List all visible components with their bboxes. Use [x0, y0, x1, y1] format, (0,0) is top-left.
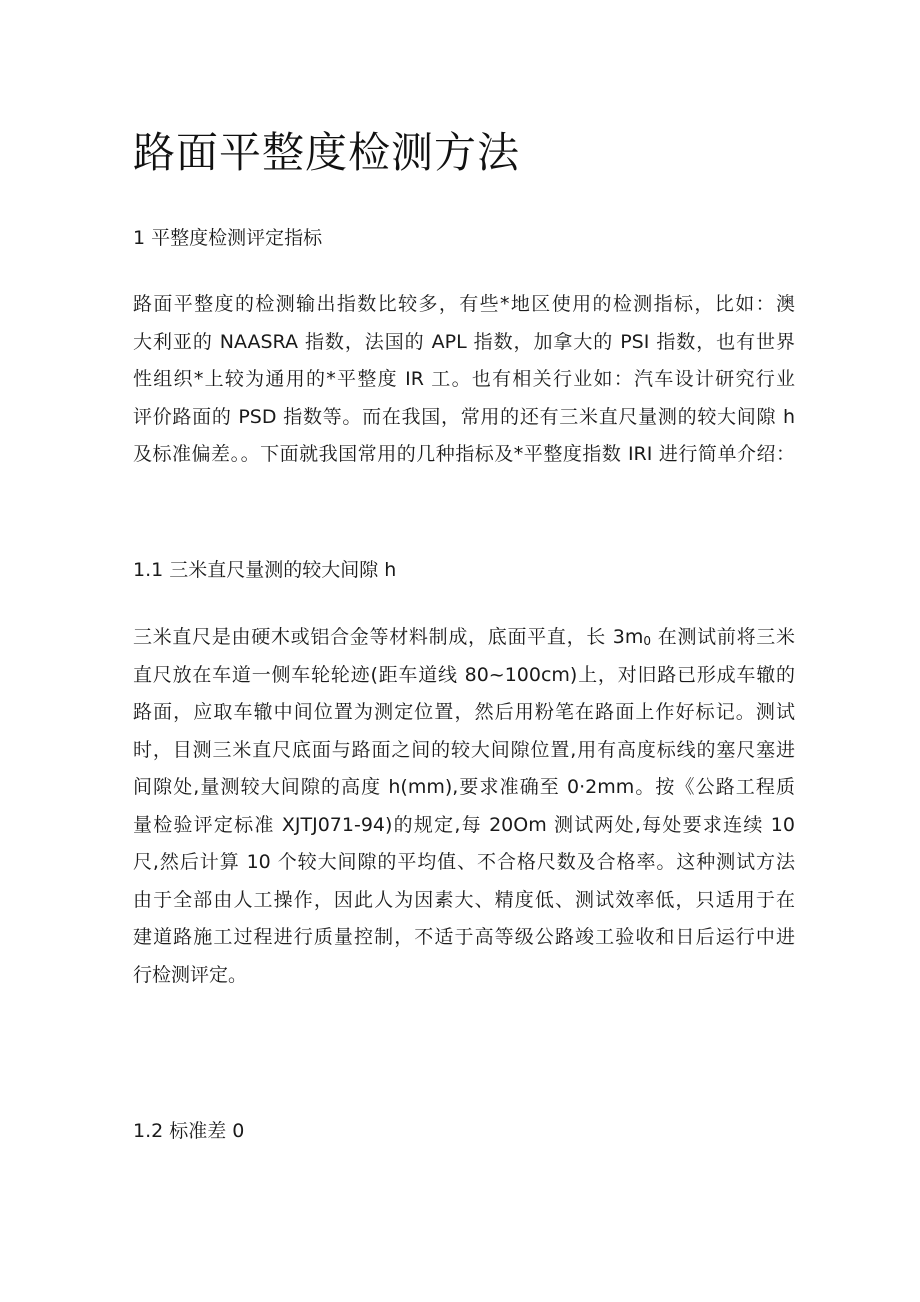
section-1-heading: 1 平整度检测评定指标 [133, 227, 323, 249]
document-title: 路面平整度检测方法 [133, 128, 521, 177]
paragraph-line: 间隙处,量测较大间隙的高度 h(mm),要求准确至 0·2mm。按《公路工程质 [133, 776, 795, 798]
paragraph-line: 量检验评定标准 XJTJ071-94)的规定,每 20Om 测试两处,每处要求连续 10 [133, 813, 795, 836]
section-1-2-heading: 1.2 标准差 0 [133, 1120, 245, 1142]
paragraph-line: 大利亚的 NAASRA 指数，法国的 APL 指数，加拿大的 PSI 指数，也有世界 [133, 330, 795, 353]
paragraph-line: 建道路施工过程进行质量控制，不适于高等级公路竣工验收和日后运行中进 [133, 926, 795, 948]
subscript: 0 [643, 634, 651, 648]
section-1-1-paragraph [133, 619, 795, 994]
paragraph-line: 评价路面的 PSD 指数等。而在我国，常用的还有三米直尺量测的较大间隙 h [133, 405, 795, 428]
paragraph-line: 行检测评定。 [133, 963, 248, 986]
section-1-paragraph [133, 286, 795, 474]
section-1-1-heading: 1.1 三米直尺量测的较大间隙 h [133, 559, 397, 581]
paragraph-line: 及标准偏差。。下面就我国常用的几种指标及*平整度指数 IRI 进行简单介绍： [133, 443, 795, 465]
paragraph-line: 性组织*上较为通用的*平整度 IR 工。也有相关行业如：汽车设计研究行业 [133, 368, 795, 390]
paragraph-line: 直尺放在车道一侧车轮轮迹(距车道线 80~100cm)上，对旧路已形成车辙的 [133, 663, 795, 686]
paragraph-line: 路面平整度的检测输出指数比较多，有些*地区使用的检测指标，比如：澳 [133, 293, 795, 315]
paragraph-line [133, 619, 795, 657]
paragraph-line: 尺,然后计算 10 个较大间隙的平均值、不合格尺数及合格率。这种测试方法 [133, 851, 795, 873]
line-text: 在测试前将三米 [651, 626, 795, 648]
line-text: 三米直尺是由硬木或铝合金等材料制成，底面平直，长 3m [133, 626, 644, 648]
paragraph-line: 由于全部由人工操作，因此人为因素大、精度低、测试效率低，只适用于在 [133, 888, 795, 911]
paragraph-line: 时，目测三米直尺底面与路面之间的较大间隙位置,用有高度标线的塞尺塞进 [133, 738, 795, 761]
paragraph-line: 路面，应取车辙中间位置为测定位置，然后用粉笔在路面上作好标记。测试 [133, 701, 795, 723]
